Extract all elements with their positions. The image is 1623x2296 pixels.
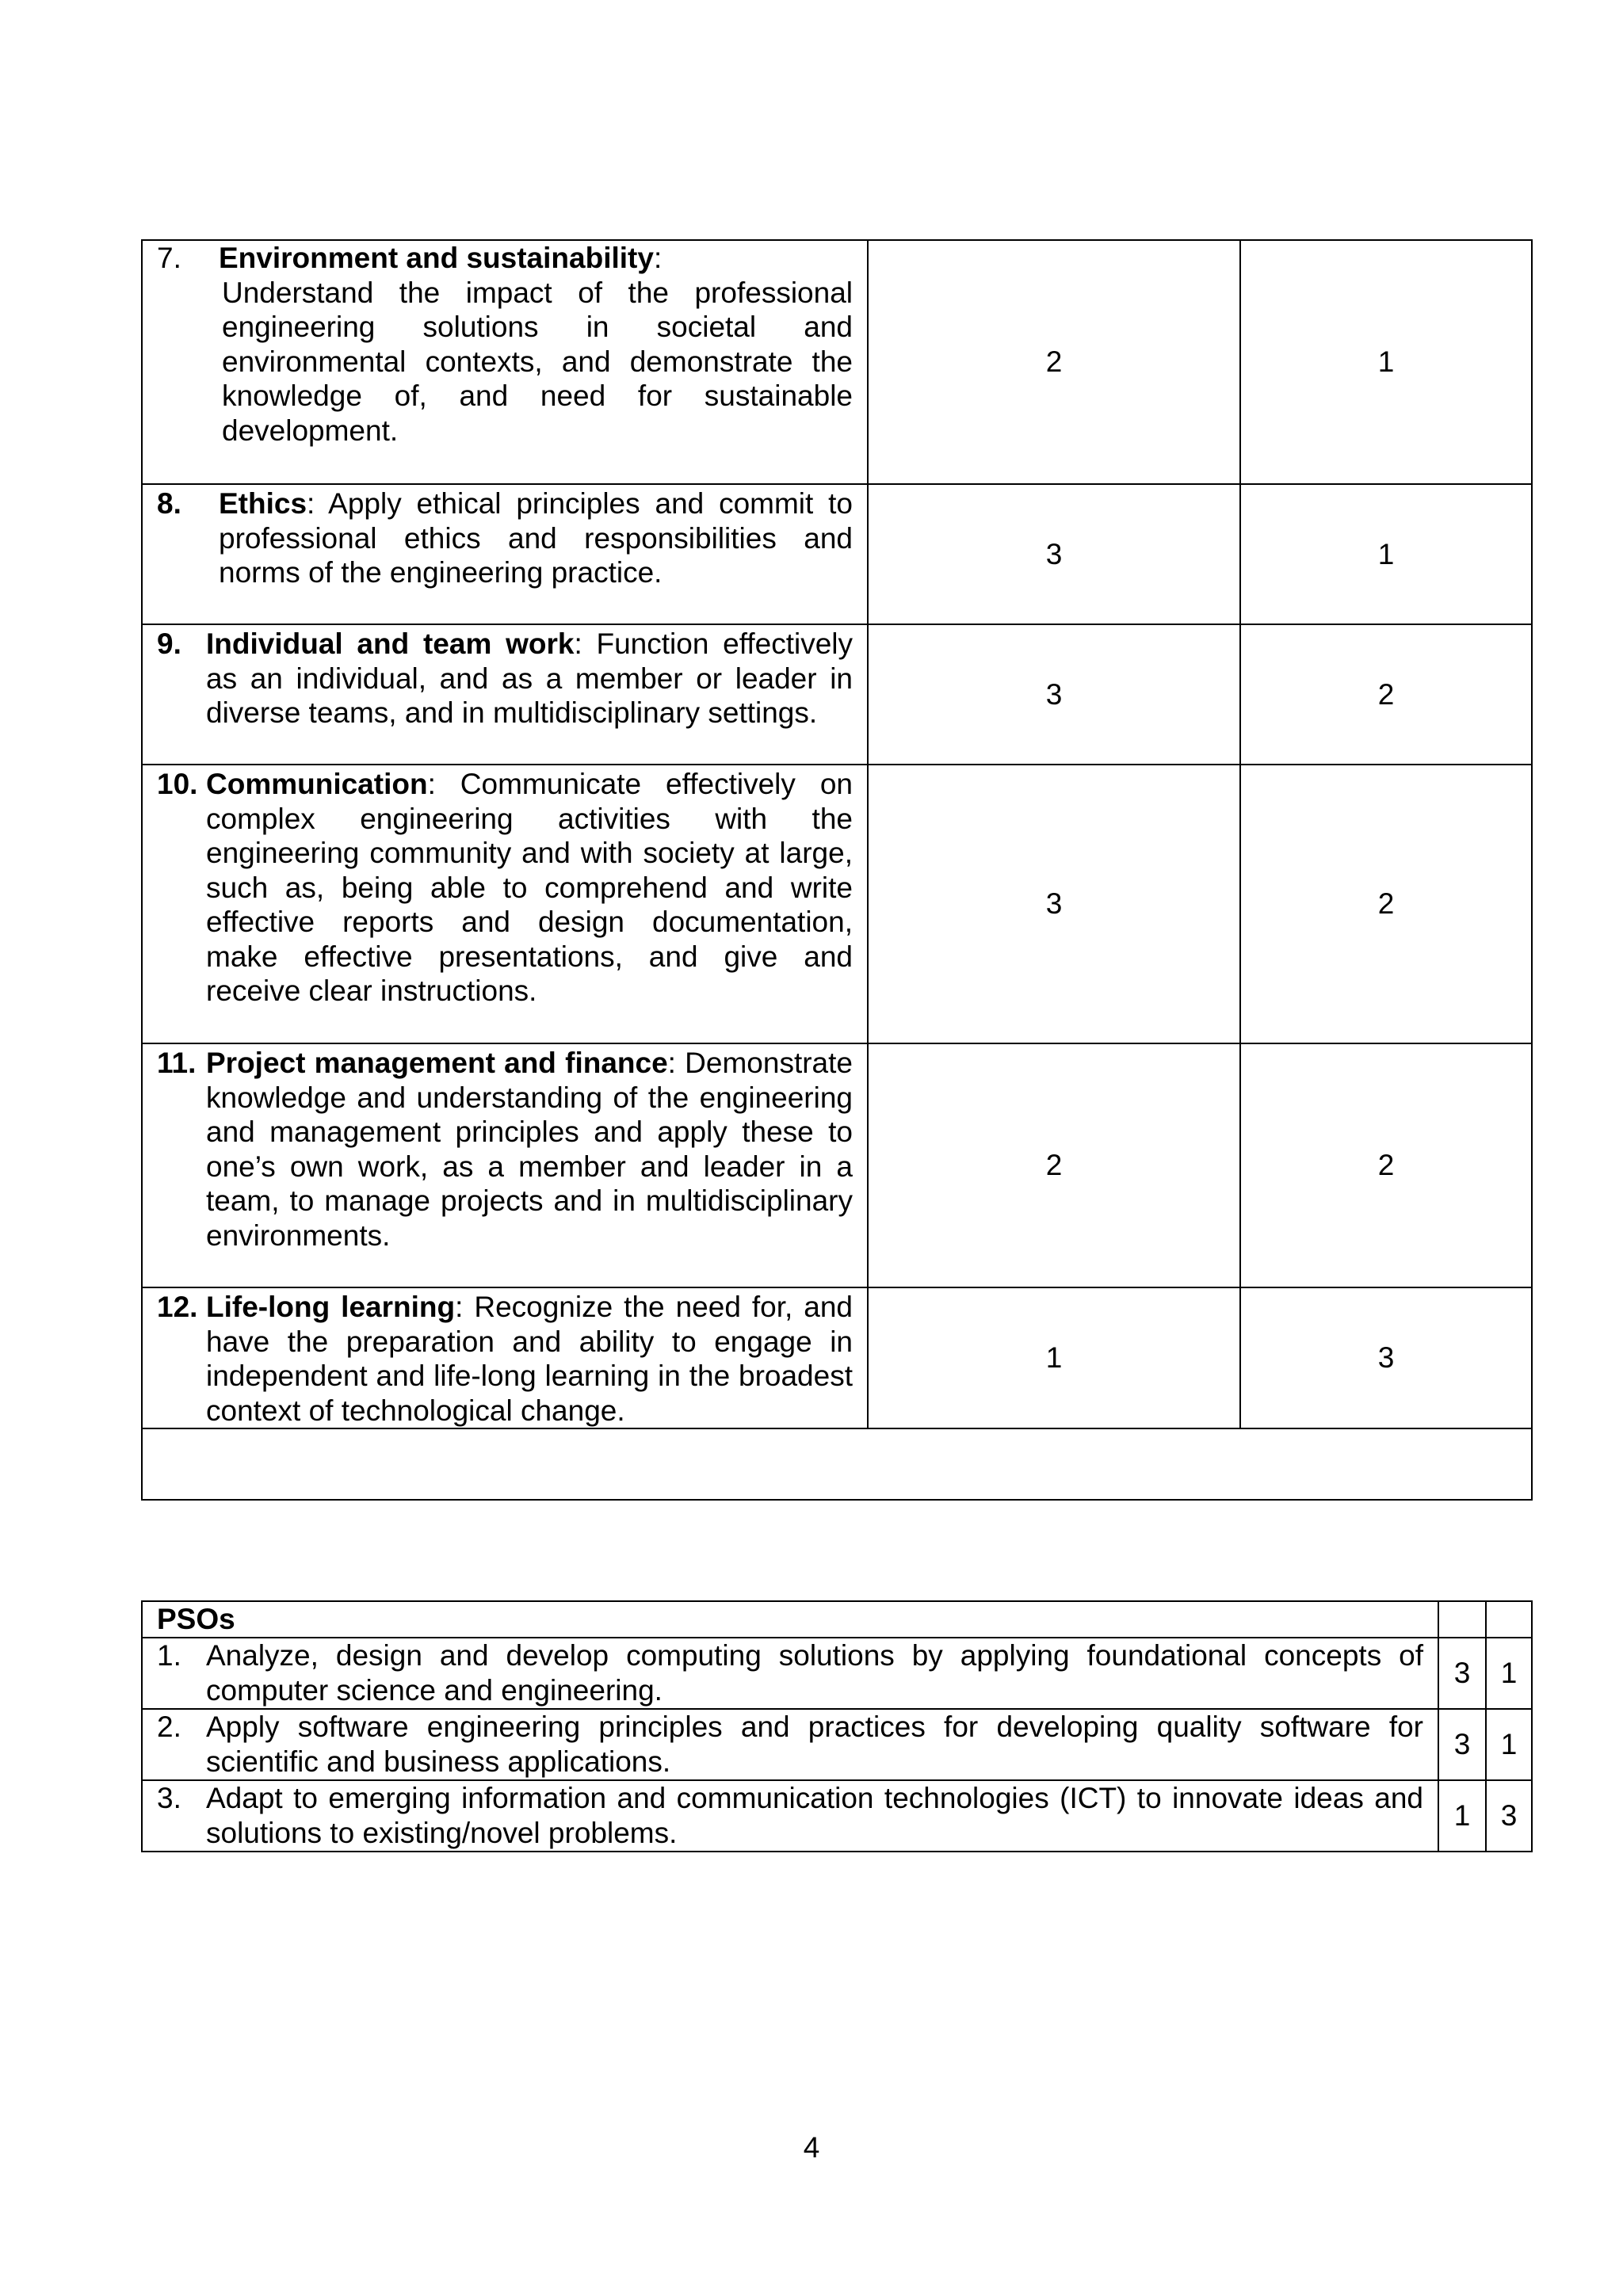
pso-number: 2. [157, 1711, 181, 1743]
outcome-value-2: 1 [1240, 240, 1532, 484]
outcome-title: Environment and sustainability [219, 242, 654, 274]
outcome-cell [142, 240, 868, 484]
empty-cell [142, 1428, 1532, 1500]
pso-value-1: 1 [1438, 1780, 1486, 1852]
table-row [142, 1287, 1532, 1428]
table-row [142, 1709, 1532, 1780]
table-row-empty [142, 1428, 1532, 1500]
outcome-text: Demonstrate knowledge and understanding of the engineering and management principles and apply these to one’s own work, as a member and leader in a team, to manage projects and in multidisciplinary environments. [206, 1047, 853, 1252]
outcome-title: Life-long learning [206, 1291, 456, 1323]
outcome-number: 12. [157, 1291, 198, 1323]
pso-header-row [142, 1601, 1532, 1638]
pso-value-1: 3 [1438, 1638, 1486, 1709]
outcome-value-2: 2 [1240, 624, 1532, 765]
table-row [142, 1043, 1532, 1287]
pso-value-2: 1 [1486, 1638, 1532, 1709]
outcome-cell [142, 1043, 868, 1287]
table-row [142, 240, 1532, 484]
pso-cell [142, 1638, 1438, 1709]
outcome-separator: : [653, 242, 663, 274]
outcome-value-1: 3 [868, 624, 1240, 765]
outcome-separator: : [455, 1291, 464, 1323]
outcome-value-1: 3 [868, 765, 1240, 1043]
outcome-number: 11. [157, 1047, 197, 1079]
outcome-value-1: 2 [868, 1043, 1240, 1287]
pso-table [141, 1600, 1533, 1852]
outcome-title: Project management and finance [206, 1047, 668, 1079]
pso-value-2: 3 [1486, 1780, 1532, 1852]
outcome-value-1: 3 [868, 484, 1240, 624]
pso-number: 1. [157, 1639, 181, 1672]
outcome-separator: : [574, 627, 582, 660]
outcome-text: Understand the impact of the professional engineering solutions in societal and environmental contexts, and demonstrate the knowledge of, and need for sustainable development. [222, 276, 853, 447]
empty-cell [1438, 1601, 1486, 1638]
outcome-value-2: 2 [1240, 1043, 1532, 1287]
outcome-cell [142, 624, 868, 765]
outcome-value-2: 3 [1240, 1287, 1532, 1428]
outcome-value-1: 2 [868, 240, 1240, 484]
outcome-text: Apply ethical principles and commit to professional ethics and responsibilities and norms of the engineering practice. [219, 487, 853, 589]
pso-text: Adapt to emerging information and communication technologies (ICT) to innovate ideas and solutions to existing/novel problems. [206, 1782, 1423, 1849]
program-outcomes-table [141, 239, 1533, 1501]
outcome-number: 9. [157, 627, 181, 660]
outcome-text: Function effectively as an individual, and as a member or leader in diverse teams, and in multidisciplinary settings. [206, 627, 853, 729]
pso-text: Analyze, design and develop computing solutions by applying foundational concepts of computer science and engineering. [206, 1639, 1423, 1707]
outcome-cell [142, 484, 868, 624]
table-row [142, 1638, 1532, 1709]
table-row [142, 484, 1532, 624]
table-row [142, 765, 1532, 1043]
outcome-number: 7. [157, 242, 181, 274]
outcome-value-2: 1 [1240, 484, 1532, 624]
table-row [142, 1780, 1532, 1852]
outcome-separator: : [667, 1047, 676, 1079]
outcome-title: Individual and team work [206, 627, 575, 660]
outcome-title: Ethics [219, 487, 307, 520]
pso-value-1: 3 [1438, 1709, 1486, 1780]
pso-cell [142, 1709, 1438, 1780]
outcome-text: Communicate effectively on complex engineering activities with the engineering community and with society at large, such as, being able to comprehend and write effective reports and design documentation, make effective presentations, and give and receive clear instructions. [206, 768, 853, 1007]
outcome-separator: : [307, 487, 315, 520]
outcome-number: 10. [157, 768, 198, 800]
outcome-text: Recognize the need for, and have the preparation and ability to engage in independent and life-long learning in the broadest context of technological change. [206, 1291, 854, 1427]
table-row [142, 624, 1532, 765]
outcome-value-2: 2 [1240, 765, 1532, 1043]
pso-text: Apply software engineering principles and practices for developing quality software for scientific and business applications. [206, 1711, 1423, 1778]
outcome-cell [142, 765, 868, 1043]
pso-number: 3. [157, 1782, 181, 1814]
pso-heading: PSOs [142, 1601, 1438, 1638]
pso-cell [142, 1780, 1438, 1852]
empty-cell [1486, 1601, 1532, 1638]
outcome-cell [142, 1287, 868, 1428]
outcome-title: Communication [206, 768, 428, 800]
outcome-value-1: 1 [868, 1287, 1240, 1428]
outcome-separator: : [427, 768, 436, 800]
pso-value-2: 1 [1486, 1709, 1532, 1780]
outcome-number: 8. [157, 487, 181, 520]
page-number: 4 [803, 2131, 820, 2164]
